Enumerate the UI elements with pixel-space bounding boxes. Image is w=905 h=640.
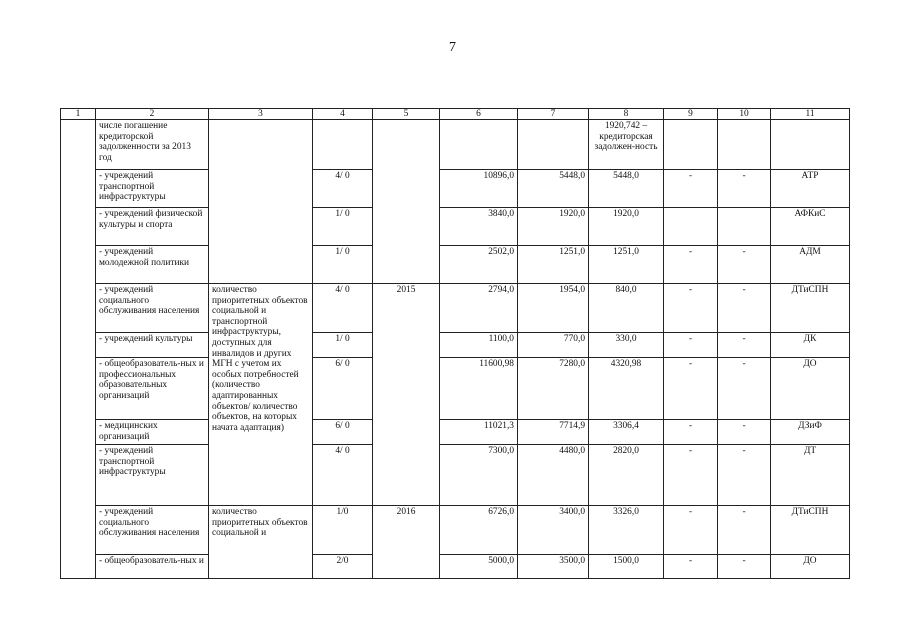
local-cell: 1920,0 <box>589 208 664 246</box>
col9-cell <box>664 208 718 246</box>
item-cell: - медицинских организаций <box>96 420 209 445</box>
col9-cell: - <box>664 420 718 445</box>
table-row <box>61 420 850 445</box>
col9-cell: - <box>664 358 718 420</box>
count-cell: 4/ 0 <box>313 445 373 506</box>
budget-cell: 3500,0 <box>518 555 589 579</box>
item-cell: - общеобразователь-ных и <box>96 555 209 579</box>
col9-cell: - <box>664 246 718 284</box>
local-cell: 330,0 <box>589 333 664 358</box>
header-cell: 1 <box>61 109 96 120</box>
header-cell: 2 <box>96 109 209 120</box>
executor-cell <box>771 120 850 170</box>
total-cell: 1100,0 <box>440 333 518 358</box>
executor-cell: ДО <box>771 555 850 579</box>
count-cell: 6/ 0 <box>313 420 373 445</box>
total-cell: 2794,0 <box>440 284 518 333</box>
count-cell: 4/ 0 <box>313 170 373 208</box>
item-cell: - учреждений социального обслуживания населения <box>96 284 209 333</box>
executor-cell: ДТиСПН <box>771 284 850 333</box>
table-row <box>61 333 850 358</box>
header-cell: 8 <box>589 109 664 120</box>
budget-cell: 7714,9 <box>518 420 589 445</box>
col10-cell: - <box>718 555 771 579</box>
count-cell <box>313 120 373 170</box>
total-cell: 5000,0 <box>440 555 518 579</box>
header-cell: 3 <box>209 109 313 120</box>
table-row <box>61 246 850 284</box>
local-cell: 5448,0 <box>589 170 664 208</box>
count-cell: 1/0 <box>313 506 373 555</box>
budget-cell: 7280,0 <box>518 358 589 420</box>
col10-cell: - <box>718 506 771 555</box>
item-cell: - учреждений физической культуры и спорта <box>96 208 209 246</box>
table-row <box>61 445 850 506</box>
local-cell: 1500,0 <box>589 555 664 579</box>
budget-cell: 1954,0 <box>518 284 589 333</box>
budget-cell: 4480,0 <box>518 445 589 506</box>
total-cell: 11600,98 <box>440 358 518 420</box>
budget-cell: 770,0 <box>518 333 589 358</box>
header-cell: 6 <box>440 109 518 120</box>
year-cell: 2015 <box>373 284 440 506</box>
total-cell: 7300,0 <box>440 445 518 506</box>
budget-cell: 1251,0 <box>518 246 589 284</box>
header-cell: 9 <box>664 109 718 120</box>
col9-cell: - <box>664 170 718 208</box>
count-cell: 2/0 <box>313 555 373 579</box>
local-cell: 3326,0 <box>589 506 664 555</box>
header-cell: 10 <box>718 109 771 120</box>
year-cell <box>373 120 440 284</box>
col9-cell: - <box>664 506 718 555</box>
header-cell: 11 <box>771 109 850 120</box>
table-row <box>61 170 850 208</box>
col10-cell <box>718 208 771 246</box>
col10-cell <box>718 120 771 170</box>
table-row <box>61 120 850 170</box>
total-cell <box>440 120 518 170</box>
col9-cell <box>664 120 718 170</box>
executor-cell: АДМ <box>771 246 850 284</box>
budget-cell <box>518 120 589 170</box>
executor-cell: АТР <box>771 170 850 208</box>
page-number: 7 <box>449 40 456 55</box>
year-cell: 2016 <box>373 506 440 579</box>
budget-cell: 5448,0 <box>518 170 589 208</box>
item-cell: - учреждений культуры <box>96 333 209 358</box>
item-cell: - учреждений социального обслуживания населения <box>96 506 209 555</box>
executor-cell: ДЗиФ <box>771 420 850 445</box>
executor-cell: ДТиСПН <box>771 506 850 555</box>
count-cell: 1/ 0 <box>313 246 373 284</box>
header-row <box>61 109 850 120</box>
item-cell: числе погашение кредиторской задолженности за 2013 год <box>96 120 209 170</box>
header-cell: 5 <box>373 109 440 120</box>
executor-cell: АФКиС <box>771 208 850 246</box>
col9-cell: - <box>664 555 718 579</box>
count-cell: 6/ 0 <box>313 358 373 420</box>
col10-cell: - <box>718 445 771 506</box>
total-cell: 6726,0 <box>440 506 518 555</box>
table-row <box>61 284 850 333</box>
col10-cell: - <box>718 333 771 358</box>
count-cell: 4/ 0 <box>313 284 373 333</box>
item-cell: - учреждений молодежной политики <box>96 246 209 284</box>
header-cell: 4 <box>313 109 373 120</box>
row-number-cell <box>61 120 96 579</box>
col9-cell: - <box>664 445 718 506</box>
local-cell: 1251,0 <box>589 246 664 284</box>
col9-cell: - <box>664 284 718 333</box>
header-cell: 7 <box>518 109 589 120</box>
indicator-cell: количество приоритетных объектов социальной и <box>209 506 313 579</box>
local-cell: 4320,98 <box>589 358 664 420</box>
indicator-cell: количество приоритетных объектов социальной и транспортной инфраструктуры, доступных для инвалидов и других МГН с учетом их особых потребностей (количество адаптированных объектов/ количество объектов, на которых начата адаптация) <box>209 284 313 506</box>
col10-cell: - <box>718 246 771 284</box>
total-cell: 2502,0 <box>440 246 518 284</box>
total-cell: 3840,0 <box>440 208 518 246</box>
col10-cell: - <box>718 358 771 420</box>
table-row <box>61 555 850 579</box>
col10-cell: - <box>718 420 771 445</box>
local-cell: 3306,4 <box>589 420 664 445</box>
local-cell: 840,0 <box>589 284 664 333</box>
item-cell: - учреждений транспортной инфраструктуры <box>96 445 209 506</box>
indicator-cell <box>209 120 313 284</box>
table-row <box>61 506 850 555</box>
budget-cell: 1920,0 <box>518 208 589 246</box>
table-row <box>61 208 850 246</box>
executor-cell: ДК <box>771 333 850 358</box>
table-row <box>61 358 850 420</box>
executor-cell: ДТ <box>771 445 850 506</box>
count-cell: 1/ 0 <box>313 333 373 358</box>
total-cell: 11021,3 <box>440 420 518 445</box>
col9-cell: - <box>664 333 718 358</box>
local-cell: 1920,742 – кредиторская задолжен-ность <box>589 120 664 170</box>
data-table <box>60 108 850 579</box>
executor-cell: ДО <box>771 358 850 420</box>
item-cell: - учреждений транспортной инфраструктуры <box>96 170 209 208</box>
total-cell: 10896,0 <box>440 170 518 208</box>
col10-cell: - <box>718 284 771 333</box>
budget-cell: 3400,0 <box>518 506 589 555</box>
count-cell: 1/ 0 <box>313 208 373 246</box>
item-cell: - общеобразователь-ных и профессиональных образовательных организаций <box>96 358 209 420</box>
col10-cell: - <box>718 170 771 208</box>
local-cell: 2820,0 <box>589 445 664 506</box>
